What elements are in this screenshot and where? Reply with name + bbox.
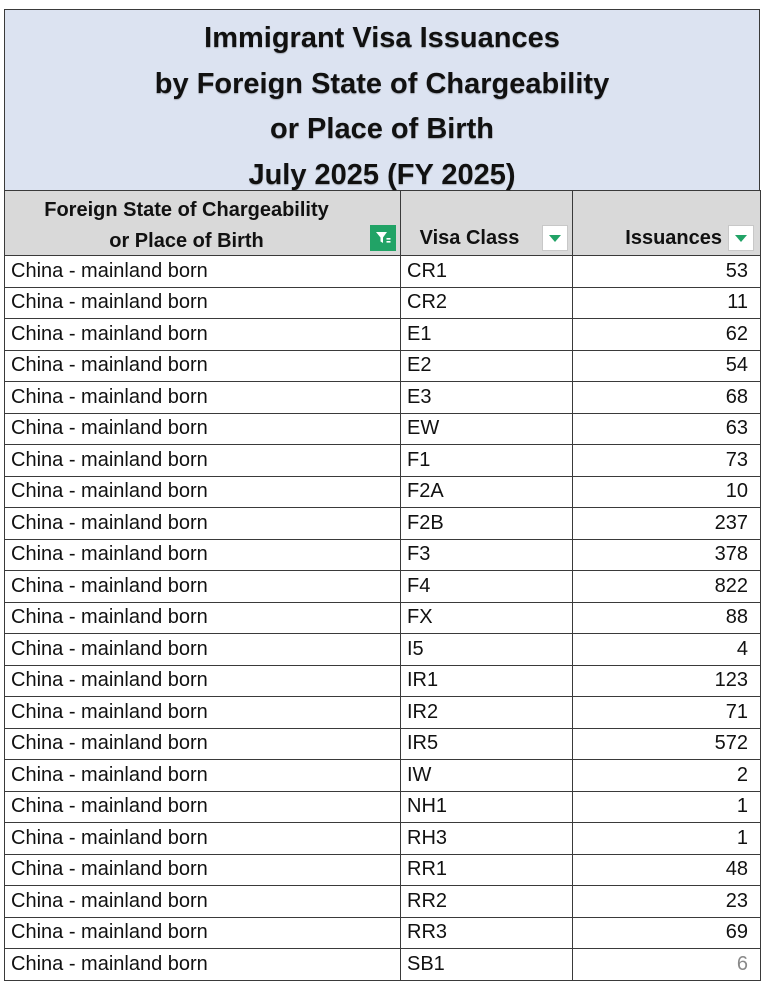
cell-issuances[interactable]: 4 — [573, 634, 761, 666]
filter-active-icon[interactable] — [370, 225, 396, 251]
cell-place[interactable]: China - mainland born — [5, 256, 401, 288]
cell-issuances[interactable]: 88 — [573, 602, 761, 634]
column-header-visa-class[interactable] — [401, 191, 573, 256]
cell-issuances[interactable]: 71 — [573, 697, 761, 729]
table-body — [5, 256, 761, 981]
dropdown-arrow-icon[interactable] — [542, 225, 568, 251]
title-block — [4, 9, 760, 190]
cell-visa-class[interactable]: NH1 — [401, 791, 573, 823]
column-header-place-line-2: or Place of Birth — [109, 230, 264, 252]
cell-issuances[interactable]: 2 — [573, 760, 761, 792]
cell-place[interactable]: China - mainland born — [5, 571, 401, 603]
title-line-3: or Place of Birth — [270, 113, 494, 145]
cell-place[interactable]: China - mainland born — [5, 287, 401, 319]
cell-visa-class[interactable]: EW — [401, 413, 573, 445]
cell-visa-class[interactable]: E2 — [401, 350, 573, 382]
cell-place[interactable]: China - mainland born — [5, 791, 401, 823]
cell-place[interactable]: China - mainland born — [5, 539, 401, 571]
cell-visa-class[interactable]: F1 — [401, 445, 573, 477]
table-row — [5, 350, 761, 382]
cell-place[interactable]: China - mainland born — [5, 445, 401, 477]
cell-visa-class[interactable]: F2B — [401, 508, 573, 540]
cell-issuances[interactable]: 1 — [573, 791, 761, 823]
cell-place[interactable]: China - mainland born — [5, 760, 401, 792]
cell-issuances[interactable]: 10 — [573, 476, 761, 508]
cell-place[interactable]: China - mainland born — [5, 508, 401, 540]
cell-place[interactable]: China - mainland born — [5, 823, 401, 855]
cell-place[interactable]: China - mainland born — [5, 634, 401, 666]
title-line-2: by Foreign State of Chargeability — [154, 67, 610, 100]
cell-issuances[interactable]: 1 — [573, 823, 761, 855]
table-row — [5, 413, 761, 445]
cell-issuances[interactable]: 63 — [573, 413, 761, 445]
cell-visa-class[interactable]: E1 — [401, 319, 573, 351]
table-row — [5, 319, 761, 351]
table-row — [5, 791, 761, 823]
cell-issuances[interactable]: 73 — [573, 445, 761, 477]
cell-visa-class[interactable]: SB1 — [401, 949, 573, 981]
table-row — [5, 476, 761, 508]
cell-place[interactable]: China - mainland born — [5, 886, 401, 918]
table-row — [5, 571, 761, 603]
cell-issuances[interactable]: 572 — [573, 728, 761, 760]
cell-visa-class[interactable]: RR1 — [401, 854, 573, 886]
cell-place[interactable]: China - mainland born — [5, 319, 401, 351]
table-row — [5, 445, 761, 477]
cell-place[interactable]: China - mainland born — [5, 917, 401, 949]
cell-visa-class[interactable]: FX — [401, 602, 573, 634]
cell-visa-class[interactable]: RR2 — [401, 886, 573, 918]
cell-visa-class[interactable]: F2A — [401, 476, 573, 508]
table-row — [5, 949, 761, 981]
cell-place[interactable]: China - mainland born — [5, 728, 401, 760]
cell-place[interactable]: China - mainland born — [5, 476, 401, 508]
table-row — [5, 287, 761, 319]
cell-issuances[interactable]: 11 — [573, 287, 761, 319]
cell-place[interactable]: China - mainland born — [5, 854, 401, 886]
table-row — [5, 886, 761, 918]
spreadsheet — [4, 9, 760, 981]
table-row — [5, 917, 761, 949]
table-row — [5, 854, 761, 886]
cell-place[interactable]: China - mainland born — [5, 602, 401, 634]
dropdown-arrow-icon[interactable] — [728, 225, 754, 251]
cell-visa-class[interactable]: IR1 — [401, 665, 573, 697]
table-row — [5, 823, 761, 855]
table-row — [5, 382, 761, 414]
cell-visa-class[interactable]: E3 — [401, 382, 573, 414]
cell-place[interactable]: China - mainland born — [5, 382, 401, 414]
cell-visa-class[interactable]: IR5 — [401, 728, 573, 760]
cell-place[interactable]: China - mainland born — [5, 350, 401, 382]
cell-visa-class[interactable]: F3 — [401, 539, 573, 571]
cell-visa-class[interactable]: I5 — [401, 634, 573, 666]
cell-issuances[interactable]: 237 — [573, 508, 761, 540]
column-header-place-line-1: Foreign State of Chargeability — [44, 199, 329, 221]
table-row — [5, 634, 761, 666]
title-line-1: Immigrant Visa Issuances — [204, 22, 560, 54]
cell-visa-class[interactable]: F4 — [401, 571, 573, 603]
table-row — [5, 602, 761, 634]
table-row — [5, 665, 761, 697]
cell-issuances[interactable]: 822 — [573, 571, 761, 603]
cell-place[interactable]: China - mainland born — [5, 665, 401, 697]
cell-place[interactable]: China - mainland born — [5, 413, 401, 445]
cell-issuances[interactable]: 69 — [573, 917, 761, 949]
title-line-4: July 2025 (FY 2025) — [248, 158, 516, 191]
cell-visa-class[interactable]: CR2 — [401, 287, 573, 319]
table-row — [5, 256, 761, 288]
cell-visa-class[interactable]: IR2 — [401, 697, 573, 729]
column-header-issuances-label: Issuances — [625, 227, 722, 249]
cell-issuances[interactable]: 23 — [573, 886, 761, 918]
cell-visa-class[interactable]: RH3 — [401, 823, 573, 855]
column-header-visa-class-label: Visa Class — [419, 227, 520, 249]
column-header-place[interactable] — [5, 191, 401, 256]
cell-place[interactable]: China - mainland born — [5, 697, 401, 729]
cell-visa-class[interactable]: IW — [401, 760, 573, 792]
header-row — [5, 191, 761, 256]
column-header-issuances[interactable] — [573, 191, 761, 256]
cell-visa-class[interactable]: RR3 — [401, 917, 573, 949]
cell-issuances[interactable]: 53 — [573, 256, 761, 288]
table-row — [5, 508, 761, 540]
table-row — [5, 539, 761, 571]
cell-issuances[interactable]: 6 — [573, 949, 761, 981]
cell-issuances[interactable]: 378 — [573, 539, 761, 571]
cell-issuances[interactable]: 123 — [573, 665, 761, 697]
table-row — [5, 760, 761, 792]
cell-issuances[interactable]: 62 — [573, 319, 761, 351]
cell-place[interactable]: China - mainland born — [5, 949, 401, 981]
issuance-table — [4, 190, 761, 981]
table-row — [5, 697, 761, 729]
cell-visa-class[interactable]: CR1 — [401, 256, 573, 288]
cell-issuances[interactable]: 54 — [573, 350, 761, 382]
table-row — [5, 728, 761, 760]
cell-issuances[interactable]: 48 — [573, 854, 761, 886]
cell-issuances[interactable]: 68 — [573, 382, 761, 414]
